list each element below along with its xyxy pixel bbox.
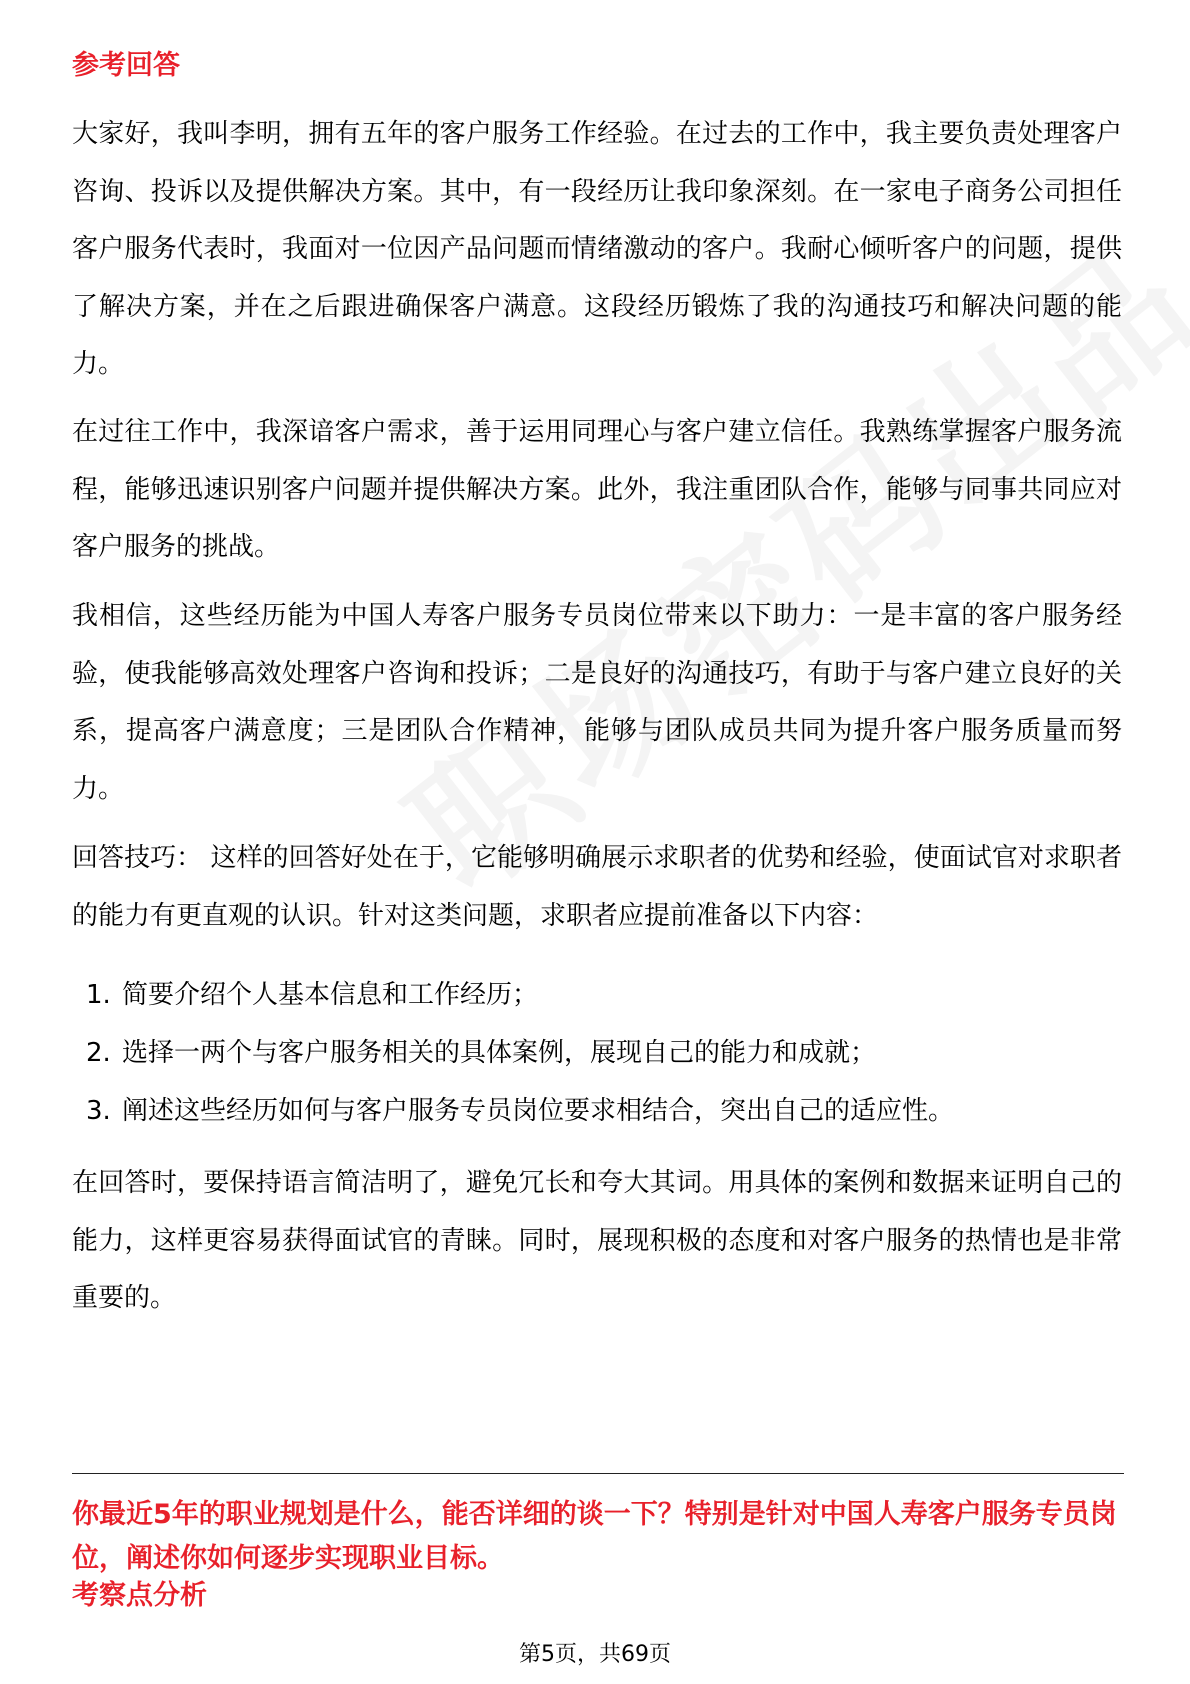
list-text: 阐述这些经历如何与客户服务专员岗位要求相结合，突出自己的适应性。 xyxy=(122,1096,955,1126)
list-number: 2. xyxy=(86,1038,111,1068)
list-item xyxy=(72,1082,1122,1140)
answer-paragraph-3: 我相信，这些经历能为中国人寿客户服务专员岗位带来以下助力：一是丰富的客户服务经验，使我能够高效处理客户咨询和投诉；二是良好的沟通技巧，有助于与客户建立良好的关系，提高客户满意度；三是团队合作精神，能够与团队成员共同为提升客户服务质量而努力。 xyxy=(72,601,1122,804)
list-item xyxy=(72,966,1122,1024)
section-title-reference-answer: 参考回答 xyxy=(72,50,180,81)
page-number-footer: 第5页，共69页 xyxy=(519,1642,671,1667)
section-divider xyxy=(72,1473,1124,1474)
tips-paragraph: 回答技巧： 这样的回答好处在于，它能够明确展示求职者的优势和经验，使面试官对求职者的能力有更直观的认识。针对这类问题，求职者应提前准备以下内容： xyxy=(72,843,1122,931)
answer-paragraph-2: 在过往工作中，我深谙客户需求，善于运用同理心与客户建立信任。我熟练掌握客户服务流程，能够迅速识别客户问题并提供解决方案。此外，我注重团队合作，能够与同事共同应对客户服务的挑战。 xyxy=(72,417,1122,562)
list-number: 1. xyxy=(86,980,111,1010)
section-title-analysis: 考察点分析 xyxy=(72,1580,207,1611)
next-question: 你最近5年的职业规划是什么，能否详细的谈一下？特别是针对中国人寿客户服务专员岗位，阐述你如何逐步实现职业目标。 xyxy=(72,1499,1117,1574)
answer-paragraph-1: 大家好，我叫李明，拥有五年的客户服务工作经验。在过去的工作中，我主要负责处理客户咨询、投诉以及提供解决方案。其中，有一段经历让我印象深刻。在一家电子商务公司担任客户服务代表时，我面对一位因产品问题而情绪激动的客户。我耐心倾听客户的问题，提供了解决方案，并在之后跟进确保客户满意。这段经历锻炼了我的沟通技巧和解决问题的能力。 xyxy=(72,119,1122,379)
list-text: 简要介绍个人基本信息和工作经历； xyxy=(122,980,539,1010)
preparation-list xyxy=(72,966,1122,1140)
list-number: 3. xyxy=(86,1096,111,1126)
closing-paragraph: 在回答时，要保持语言简洁明了，避免冗长和夸大其词。用具体的案例和数据来证明自己的能力，这样更容易获得面试官的青睐。同时，展现积极的态度和对客户服务的热情也是非常重要的。 xyxy=(72,1168,1122,1313)
list-text: 选择一两个与客户服务相关的具体案例，展现自己的能力和成就； xyxy=(122,1038,877,1068)
list-item xyxy=(72,1024,1122,1082)
